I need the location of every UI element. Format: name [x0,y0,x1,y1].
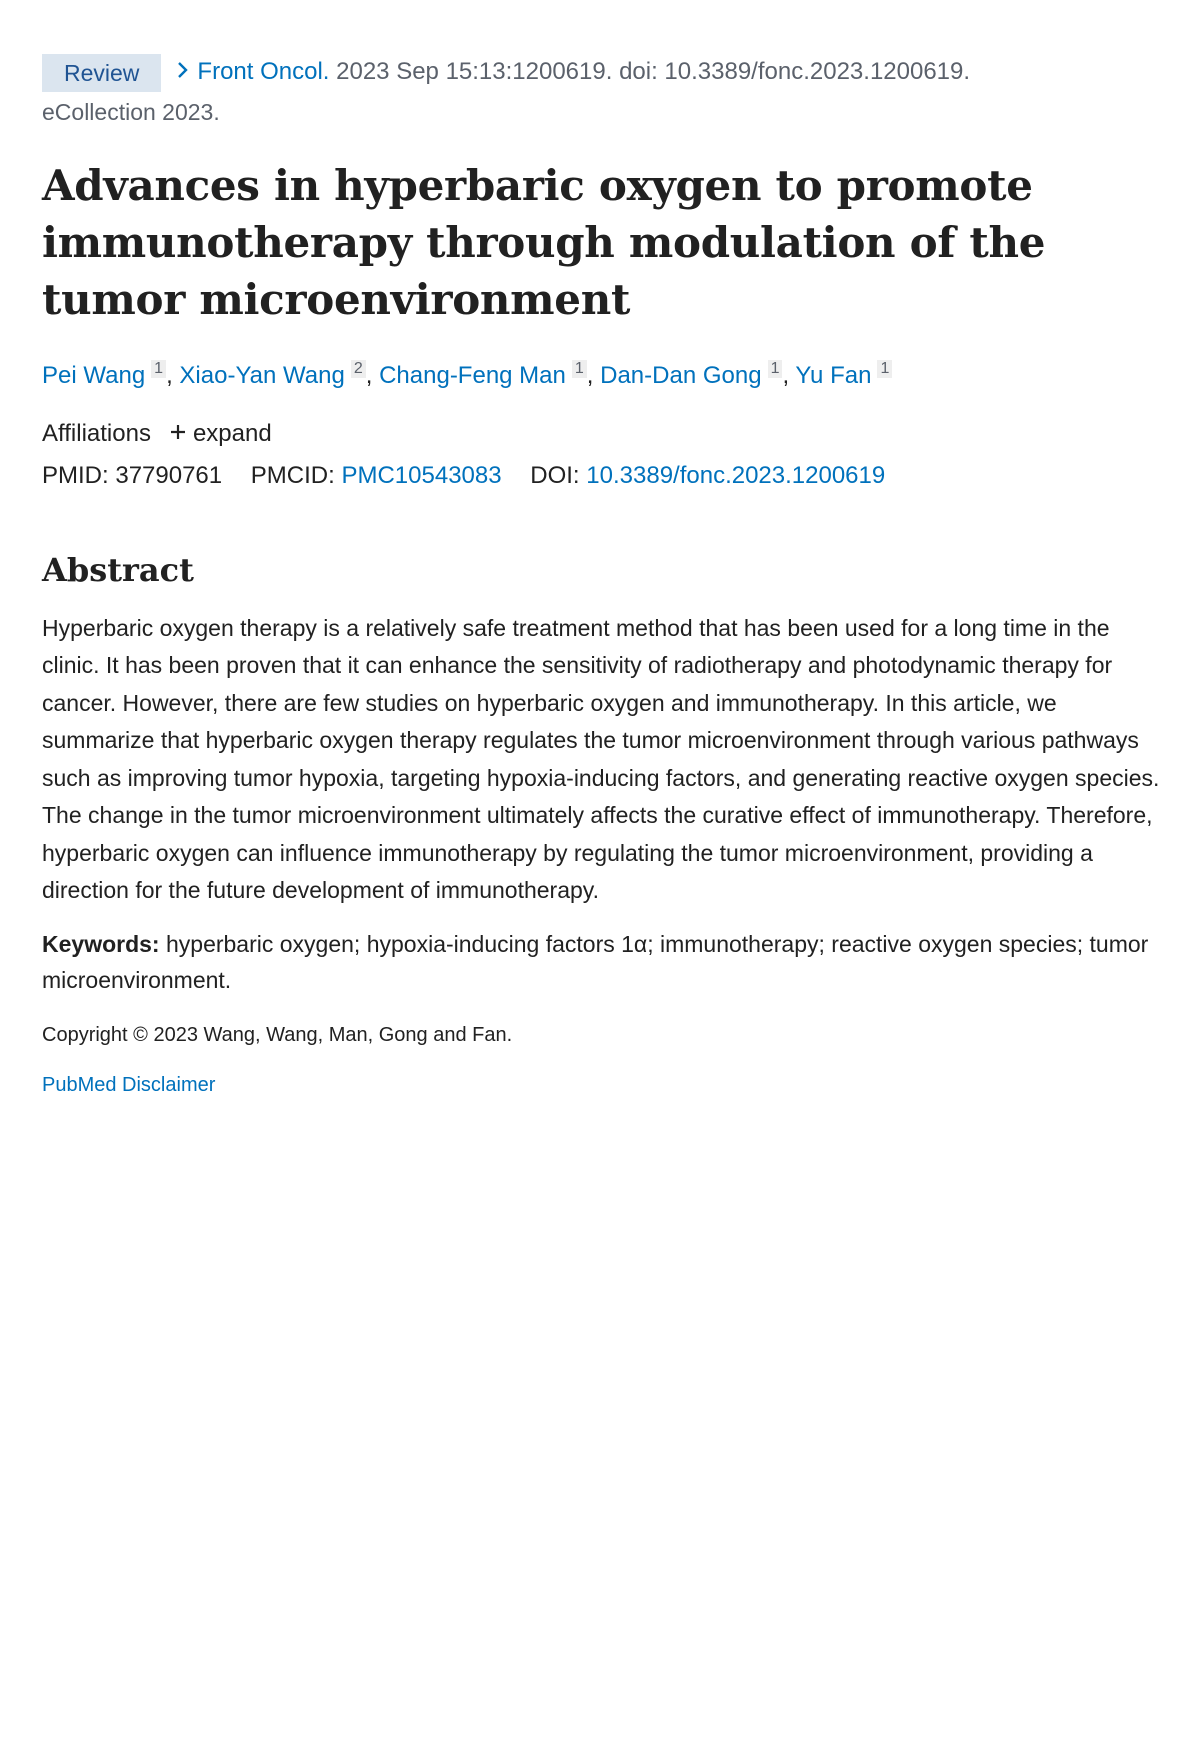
keywords-text: hyperbaric oxygen; hypoxia-inducing factors 1α; immunotherapy; reactive oxygen species; tumor microenvironment. [42,930,1149,993]
pmcid-label: PMCID: [250,461,335,489]
journal-link[interactable]: Front Oncol. [197,58,330,85]
affiliation-number[interactable]: 1 [151,360,166,378]
abstract-text: Hyperbaric oxygen therapy is a relatively safe treatment method that has been used for a long time in the clinic. It has been proven that it can enhance the sensitivity of radiotherapy and photodynamic therapy for cancer. However, there are few studies on hyperbaric oxygen and immunotherapy. In this article, we summarize that hyperbaric oxygen therapy regulates the tumor microenvironment through various pathways such as improving tumor hypoxia, targeting hypoxia-inducing factors, and generating reactive oxygen species. The change in the tumor microenvironment ultimately affects the curative effect of immunotherapy. Therefore, hyperbaric oxygen can influence immunotherapy by regulating the tumor microenvironment, providing a direction for the future development of immunotherapy. [42,614,1160,904]
plus-icon [169,416,187,452]
authors-list [42,358,1160,394]
author-link[interactable]: Xiao-Yan Wang [179,361,345,389]
copyright-text: Copyright © 2023 Wang, Wang, Man, Gong and Fan. [42,1023,513,1046]
affiliations-row [42,416,1160,452]
pmid-value: 37790761 [115,461,223,489]
pmcid-link[interactable]: PMC10543083 [341,461,502,489]
keywords-label: Keywords: [42,930,160,957]
author-separator: , [586,361,601,389]
expand-label: expand [192,419,272,447]
affiliation-number[interactable]: 2 [351,360,366,378]
author-separator: , [166,361,180,389]
identifiers-row [42,456,1160,496]
author-link[interactable]: Yu Fan [795,361,872,389]
author-link[interactable]: Dan-Dan Gong [600,361,762,389]
author-separator: , [782,361,796,389]
doi-label: DOI: [530,461,580,489]
chevron-right-icon[interactable] [175,51,191,95]
ecollection-text: eCollection 2023. [42,98,220,125]
author-link[interactable]: Pei Wang [42,361,146,389]
citation-details: 2023 Sep 15:13:1200619. doi: 10.3389/fonc.2023.1200619. [329,58,971,85]
affiliation-number[interactable]: 1 [877,360,892,378]
pmid-label: PMID: [42,461,109,489]
author-link[interactable]: Chang-Feng Man [379,361,566,389]
affiliations-label: Affiliations [42,419,151,447]
citation-line [42,50,1160,95]
keywords [42,926,1160,998]
affiliation-number[interactable]: 1 [768,360,783,378]
article-title: Advances in hyperbaric oxygen to promote immunotherapy through modulation of the tumor microenvironment [42,160,1046,324]
doi-link[interactable]: 10.3389/fonc.2023.1200619 [586,461,886,489]
author-separator: , [365,361,380,389]
abstract-heading: Abstract [42,550,194,589]
publication-type-badge: Review [42,54,161,92]
affiliation-number[interactable]: 1 [572,360,587,378]
affiliations-expand-button[interactable] [169,416,272,452]
pubmed-disclaimer-link[interactable]: PubMed Disclaimer [42,1073,216,1096]
